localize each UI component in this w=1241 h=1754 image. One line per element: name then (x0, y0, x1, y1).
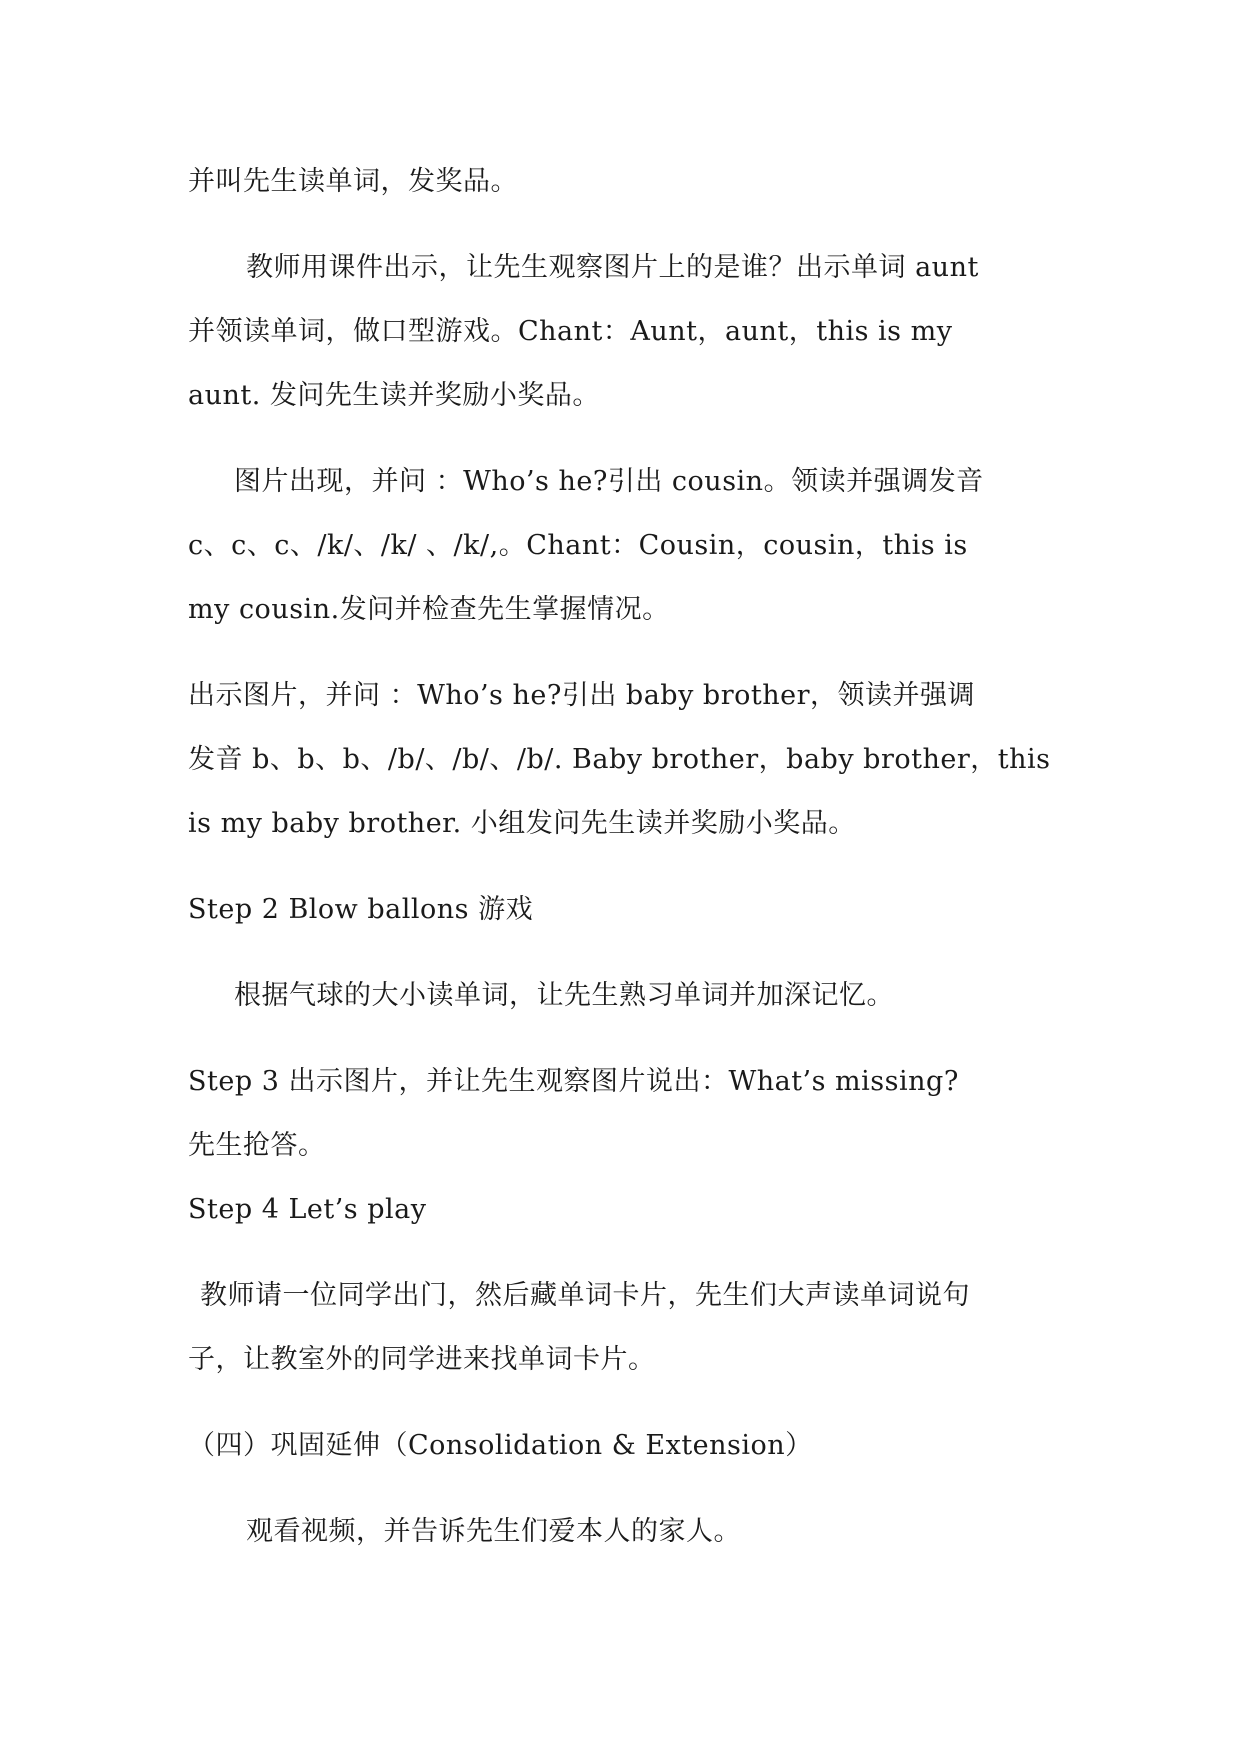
section-heading: （四）巩固延伸（Consolidation & Extension） (188, 1430, 813, 1461)
text-line: 根据气球的大小读单词，让先生熟习单词并加深记忆。 (234, 980, 894, 1011)
step-heading: Step 2 Blow ballons 游戏 (188, 894, 534, 925)
text-line: 出示图片，并问 ：Who’s he?引出 baby brother，领读并强调 (188, 680, 975, 711)
text-line: 并叫先生读单词，发奖品。 (188, 166, 518, 197)
text-line: 教师请一位同学出门，然后藏单词卡片，先生们大声读单词说句 (200, 1280, 970, 1311)
text-line: 并领读单词，做口型游戏。Chant：Aunt，aunt，this is my (188, 316, 953, 347)
text-line: 子，让教室外的同学进来找单词卡片。 (188, 1344, 656, 1375)
text-line: my cousin.发问并检查先生掌握情况。 (188, 594, 670, 625)
text-line: is my baby brother. 小组发问先生读并奖励小奖品。 (188, 808, 856, 839)
text-line: 发音 b、b、b、/b/、/b/、/b/. Baby brother，baby brother，this (188, 744, 1051, 775)
text-line: 图片出现，并问 ：Who’s he?引出 cousin。领读并强调发音 (234, 466, 984, 497)
text-line: 教师用课件出示，让先生观察图片上的是谁？出示单词 aunt (246, 252, 979, 283)
text-line: aunt. 发问先生读并奖励小奖品。 (188, 380, 600, 411)
text-line: 先生抢答。 (188, 1130, 326, 1161)
step-heading: Step 3 出示图片，并让先生观察图片说出：What’s missing? (188, 1066, 959, 1097)
text-line: c、c、c、/k/、/k/ 、/k/,。Chant：Cousin，cousin，this is (188, 530, 968, 561)
text-line: 观看视频，并告诉先生们爱本人的家人。 (246, 1516, 741, 1547)
step-heading: Step 4 Let’s play (188, 1194, 427, 1225)
